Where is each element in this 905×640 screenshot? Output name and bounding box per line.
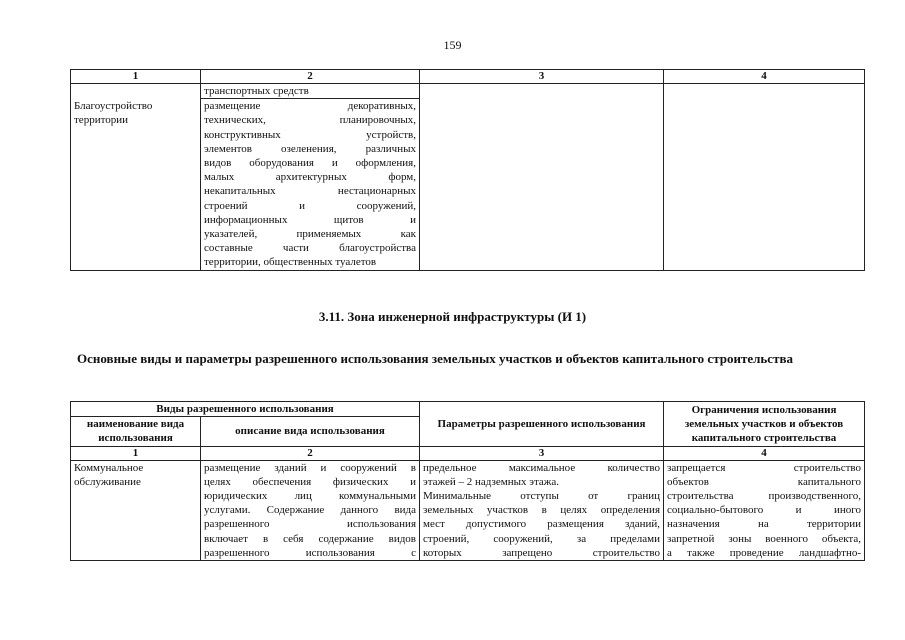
use-type-name: Коммунальное обслуживание xyxy=(71,460,201,560)
col-number-2: 2 xyxy=(201,70,420,84)
description-line: разрешенного использования с xyxy=(204,546,417,559)
use-type-name: Благоустройство территории xyxy=(71,99,201,270)
use-types-table xyxy=(70,401,865,561)
continuation-text: транспортных средств xyxy=(201,84,420,99)
params-line: земельных участков в целях определения xyxy=(423,504,661,517)
col-number-2: 2 xyxy=(201,446,420,460)
description-line: составные части благоустройства xyxy=(204,242,416,255)
params-line: мест допустимого размещения зданий, xyxy=(423,518,661,531)
column-number-row xyxy=(71,446,865,460)
restrictions-line: назначения на территории xyxy=(667,518,862,531)
description-line: включает в себя содержание видов xyxy=(204,532,417,545)
params-line: строений, сооружений, за пределами xyxy=(423,532,661,545)
description-line: конструктивных устройств, xyxy=(204,128,416,141)
use-type-description xyxy=(201,99,420,270)
description-line: видов оборудования и оформления, xyxy=(204,157,416,170)
use-type-description xyxy=(201,460,420,560)
params-line: этажей – 2 надземных этажа. xyxy=(423,475,560,488)
description-line: элементов озеленения, различных xyxy=(204,142,416,155)
restrictions-cell xyxy=(664,84,865,271)
continuation-table xyxy=(70,69,865,271)
col-number-1: 1 xyxy=(71,446,201,460)
restrictions-line: объектов капитального xyxy=(667,475,862,488)
params-line: которых запрещено строительство xyxy=(423,546,661,559)
header-name: наименование вида использования xyxy=(71,417,201,446)
description-line: информационных щитов и xyxy=(204,213,416,226)
description-line: малых архитектурных форм, xyxy=(204,171,416,184)
description-line: размещение декоративных, xyxy=(204,100,416,113)
description-line: размещение зданий и сооружений в xyxy=(204,461,417,474)
col-number-3: 3 xyxy=(420,70,664,84)
restrictions-line: социально-бытового и иного xyxy=(667,504,862,517)
description-line: услугами. Содержание данного вида xyxy=(204,504,417,517)
col-number-3: 3 xyxy=(420,446,664,460)
continuation-row xyxy=(71,84,865,99)
description-line: территории, общественных туалетов xyxy=(204,256,377,269)
params-line: Минимальные отступы от границ xyxy=(423,490,661,503)
header-params: Параметры разрешенного использования xyxy=(420,402,664,447)
params-cell xyxy=(420,460,664,560)
params-cell xyxy=(420,84,664,271)
restrictions-line: строительства производственного, xyxy=(667,490,862,503)
header-description: описание вида использования xyxy=(201,417,420,446)
restrictions-cell xyxy=(664,460,865,560)
params-line: предельное максимальное количество xyxy=(423,461,661,474)
col-number-4: 4 xyxy=(664,70,865,84)
header-restrictions: Ограничения использования земельных участков и объектов капитального строительства xyxy=(664,402,865,447)
restrictions-line: запрещается строительство xyxy=(667,461,862,474)
sub-heading: Основные виды и параметры разрешенного использования земельных участков и объектов капитального строительства xyxy=(77,351,793,366)
header-use-types: Виды разрешенного использования xyxy=(71,402,420,417)
description-line: некапитальных нестационарных xyxy=(204,185,416,198)
description-line: технических, планировочных, xyxy=(204,114,416,127)
column-number-row xyxy=(71,70,865,84)
restrictions-line: а также проведение ландшафтно- xyxy=(667,546,862,559)
table-row xyxy=(71,460,865,560)
description-line: целях обеспечения физических и xyxy=(204,475,417,488)
section-title: 3.11. Зона инженерной инфраструктуры (И 1) xyxy=(318,309,587,324)
col-number-4: 4 xyxy=(664,446,865,460)
restrictions-line: запретной зоны военного объекта, xyxy=(667,532,862,545)
header-row xyxy=(71,402,865,417)
col-number-1: 1 xyxy=(71,70,201,84)
description-line: разрешенного использования xyxy=(204,518,417,531)
page-number: 159 xyxy=(443,38,462,52)
description-line: строений и сооружений, xyxy=(204,199,416,212)
description-line: указателей, применяемых как xyxy=(204,228,416,241)
description-line: юридических лиц коммунальными xyxy=(204,490,417,503)
